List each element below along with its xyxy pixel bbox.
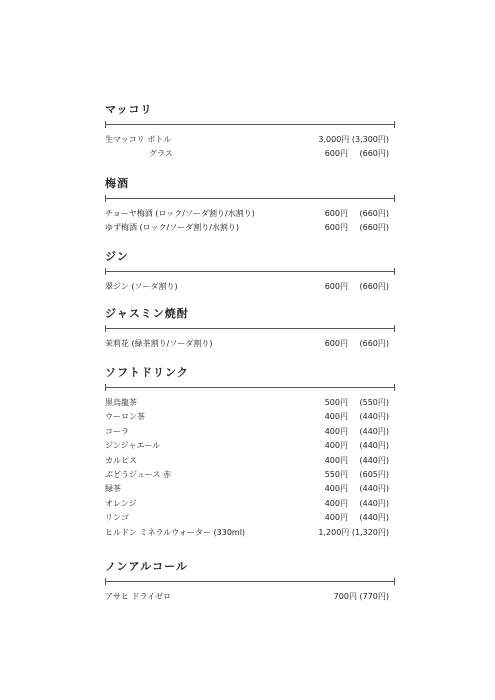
section-divider [105, 578, 395, 584]
item-name: リンゴ [105, 513, 129, 523]
item-price-tax: (440円) [359, 455, 389, 465]
item-name: ジンジャエール [105, 441, 161, 451]
menu-item [105, 337, 395, 351]
menu-item [105, 526, 395, 540]
menu-item [105, 410, 395, 424]
item-price-tax: (440円) [359, 513, 389, 523]
item-name: チョーヤ梅酒 (ロック/ソーダ割り/水割り) [105, 209, 255, 218]
item-name: 茉莉花 (緑茶割り/ソーダ割り) [105, 339, 213, 348]
item-price: 400円 [324, 455, 348, 465]
section-non-alcohol [105, 560, 395, 604]
section-jasmine-shochu [105, 307, 395, 351]
menu-item [105, 396, 395, 410]
item-name: ゆず梅酒 (ロック/ソーダ割り/水割り) [105, 223, 240, 233]
item-price: 400円 [324, 412, 348, 422]
item-name: 緑茶 [105, 484, 121, 494]
item-price-tax: (440円) [359, 426, 389, 436]
menu-item [105, 497, 395, 511]
item-name: コーラ [105, 426, 129, 436]
item-price-combo: 3,000円 (3,300円) [318, 135, 389, 144]
section-gin [105, 250, 395, 294]
item-price-tax: (660円) [359, 339, 389, 348]
item-name: グラス [149, 149, 173, 159]
section-title: マッコリ [105, 103, 153, 116]
item-price: 400円 [324, 498, 348, 508]
item-name: ぶどうジュース 赤 [105, 469, 171, 479]
section-divider [105, 121, 395, 127]
item-price: 400円 [324, 484, 348, 494]
section-divider [105, 268, 395, 274]
item-name: ヒルドン ミネラルウォーター (330ml) [105, 527, 246, 537]
item-name: オレンジ [105, 498, 137, 508]
item-price-tax: (660円) [359, 223, 389, 233]
section-title: ソフトドリンク [105, 366, 189, 379]
section-title: ジャスミン焼酎 [105, 307, 189, 320]
item-price: 400円 [324, 513, 348, 523]
section-divider [105, 195, 395, 201]
item-price: 600円 [324, 209, 348, 218]
menu-item [105, 439, 395, 453]
item-price: 550円 [324, 469, 348, 479]
item-price: 400円 [324, 441, 348, 451]
item-price: 400円 [324, 426, 348, 436]
menu-item [105, 454, 395, 468]
item-price-tax: (440円) [359, 441, 389, 451]
section-divider [105, 325, 395, 331]
section-makgeolli [105, 103, 395, 162]
item-price-tax: (440円) [359, 484, 389, 494]
section-title: 梅酒 [105, 177, 129, 190]
item-price: 500円 [324, 398, 348, 407]
menu-item [105, 133, 395, 147]
menu-item [105, 482, 395, 496]
menu-item [105, 511, 395, 525]
item-name: ウーロン茶 [105, 412, 145, 422]
item-price-combo: 700円 (770円) [333, 592, 389, 601]
item-price-tax: (605円) [359, 469, 389, 479]
menu-item [105, 147, 395, 161]
item-name: 生マッコリ ボトル [105, 135, 172, 144]
item-name: 黒烏龍茶 [105, 398, 137, 407]
menu-item [105, 207, 395, 221]
section-divider [105, 384, 395, 390]
item-price: 600円 [324, 223, 348, 233]
item-name: アサヒ ドライゼロ [105, 592, 172, 601]
menu-item [105, 280, 395, 294]
section-title: ジン [105, 250, 129, 263]
item-price-combo: 1,200円 (1,320円) [318, 527, 389, 537]
item-name: 翠ジン (ソーダ割り) [105, 282, 178, 291]
item-price-tax: (660円) [359, 209, 389, 218]
item-price: 600円 [324, 149, 348, 159]
menu-item [105, 221, 395, 235]
section-title: ノンアルコール [105, 560, 188, 573]
menu-item [105, 590, 395, 604]
item-price-tax: (440円) [359, 498, 389, 508]
menu-item [105, 425, 395, 439]
item-price: 600円 [324, 339, 348, 348]
item-price: 600円 [324, 282, 348, 291]
menu-item [105, 468, 395, 482]
section-soft-drinks [105, 366, 395, 540]
item-price-tax: (660円) [359, 282, 389, 291]
item-price-tax: (440円) [359, 412, 389, 422]
item-name: カルピス [105, 455, 137, 465]
item-price-tax: (550円) [359, 398, 389, 407]
item-price-tax: (660円) [359, 149, 389, 159]
section-umeshu [105, 177, 395, 236]
